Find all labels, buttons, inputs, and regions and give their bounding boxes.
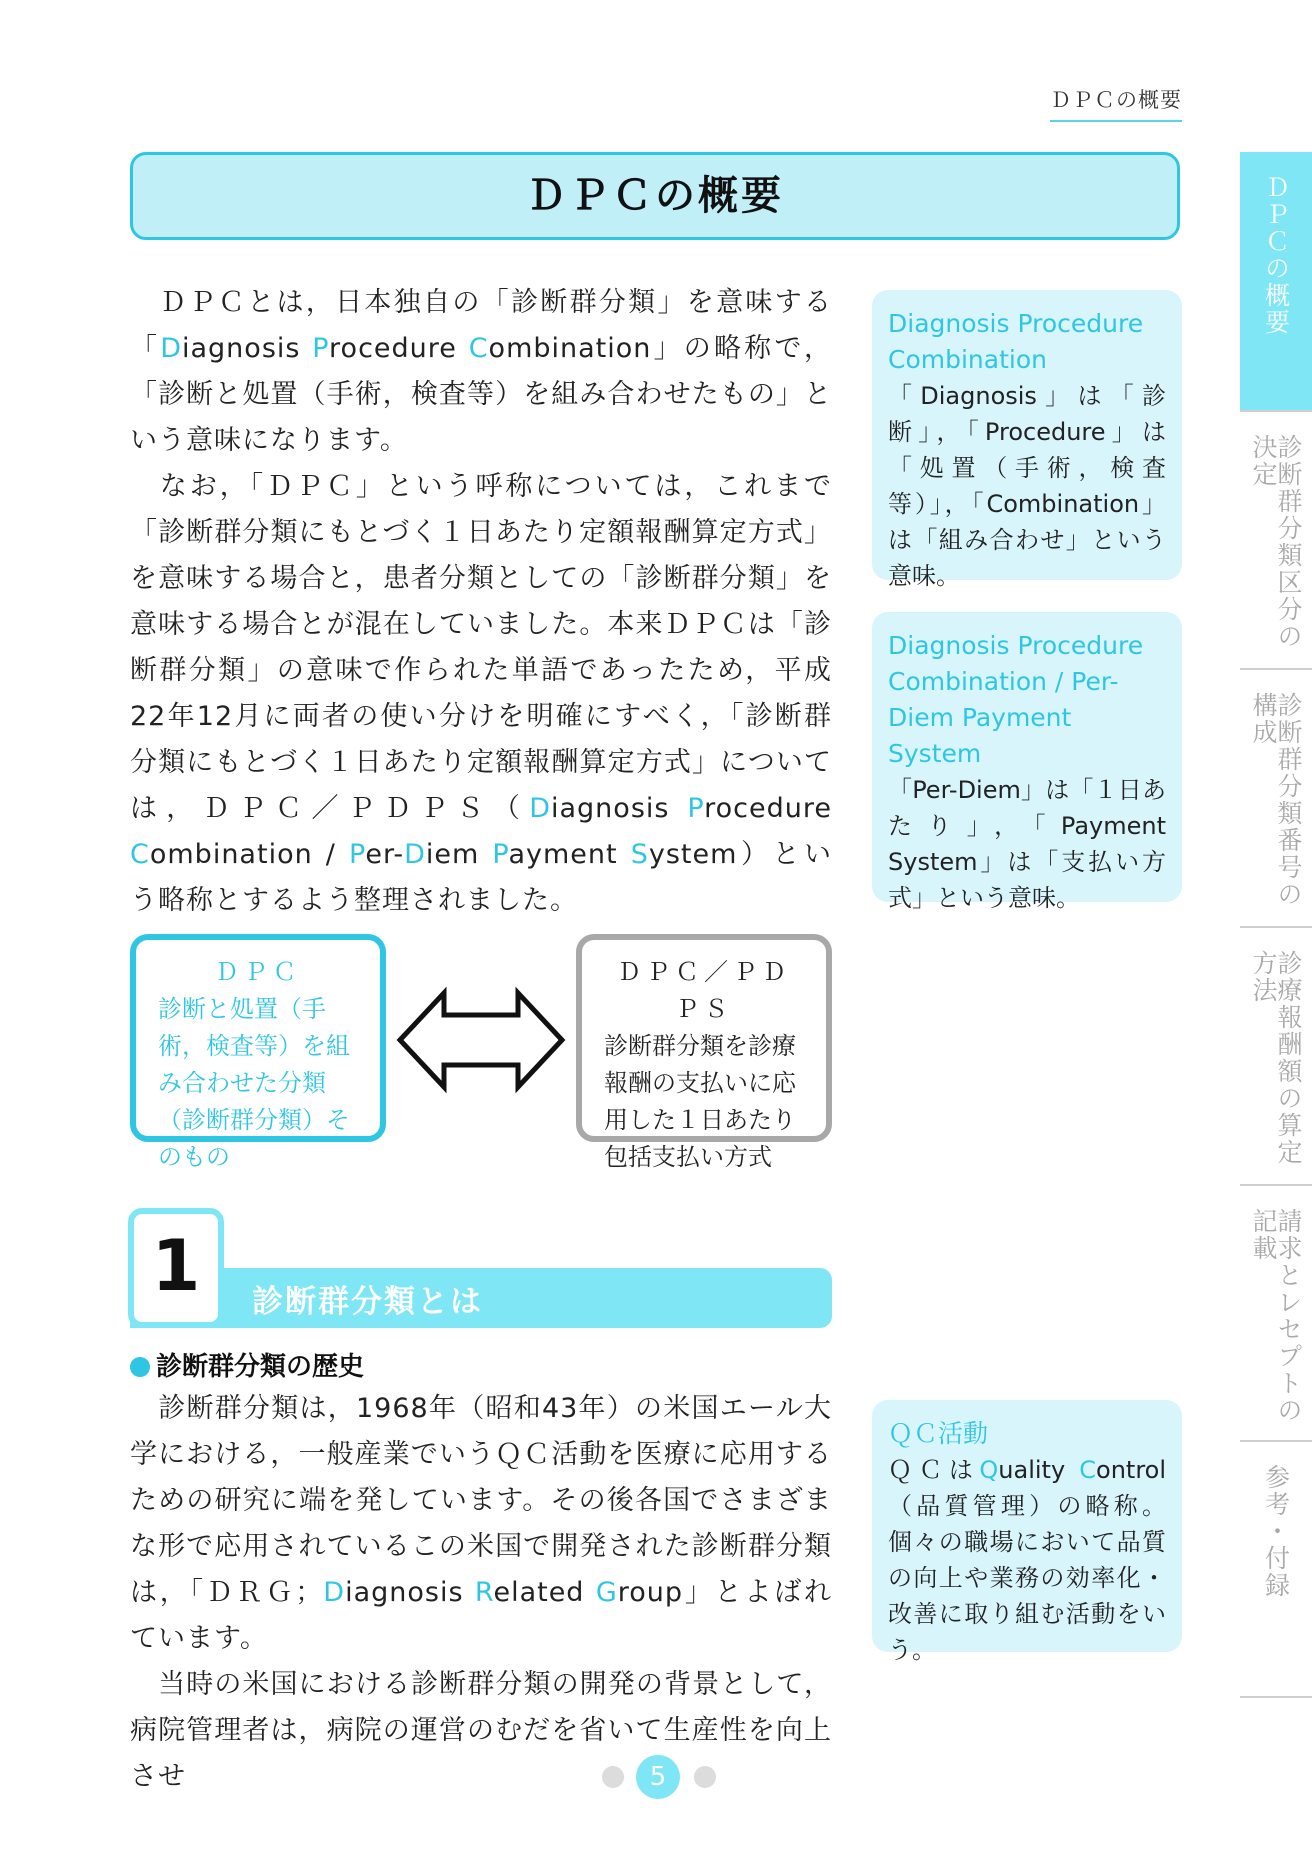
page-dot-next <box>694 1766 716 1788</box>
side-tab-nav <box>1240 152 1312 1698</box>
tab-nav-end-rule <box>1240 1696 1312 1698</box>
tab-dpc-overview[interactable] <box>1240 152 1312 410</box>
tab-classification-decision[interactable] <box>1240 410 1312 668</box>
intro-text <box>130 280 832 924</box>
diagram-box-dpc <box>130 934 386 1171</box>
page-title: ＤＰＣの概要 <box>526 173 784 219</box>
tab-label: 請求とレセプトの記載 <box>1249 1208 1303 1424</box>
tab-label: 診断群分類番号の構成 <box>1249 692 1303 908</box>
tab-classification-code[interactable] <box>1240 668 1312 926</box>
diagram-box-body: 診断群分類を診療報酬の支払いに応用した１日あたり包括支払い方式 <box>604 1032 796 1171</box>
intro-paragraph-2: なお，「ＤＰＣ」という呼称については，これまで「診断群分類にもとづく１日あたり定額報酬算定方式」を意味する場合と，患者分類としての「診断群分類」を意味する場合とが混在していました。本来ＤＰＣは「診断群分類」の意味で作られた単語であったため，平成22年12月に両者の使い分けを明確にすべく，「診断群分類にもとづく１日あたり定額報酬算定方式」については，ＤＰＣ／ＰＤＰＳ（Diagnosis Procedure Combination / Per-Diem Payment System）という略称とするよう整理されました。 <box>130 471 832 916</box>
diagram-box-body: 診断と処置（手術，検査等）を組み合わせた分類（診断群分類）そのもの <box>158 995 350 1171</box>
note-body: 「Per-Diem」は「１日あたり」，「Payment System」は「支払い方式」という意味。 <box>888 776 1166 912</box>
note-body: 「Diagnosis」は「診断」，「Procedure」は「処置（手術，検査等）」，「Combination」は「組み合わせ」という意味。 <box>888 382 1166 590</box>
section-number-box <box>128 1208 224 1328</box>
tab-fee-calculation[interactable] <box>1240 926 1312 1184</box>
note-title: Diagnosis Procedure Combination / Per-Diem Payment System <box>888 631 1144 768</box>
running-header: ＤＰＣの概要 <box>1050 84 1182 122</box>
tab-label: ＤＰＣの概要 <box>1261 174 1291 336</box>
page-number: 5 <box>636 1755 680 1799</box>
note-title: ＱＣ活動 <box>888 1419 989 1448</box>
section-number: 1 <box>151 1225 201 1307</box>
side-note-qc <box>872 1400 1182 1664</box>
tab-billing-receipt[interactable] <box>1240 1184 1312 1440</box>
section-paragraph-2: 当時の米国における診断群分類の開発の背景として，病院管理者は，病院の運営のむだを省いて生産性を向上させ <box>130 1669 832 1792</box>
section-1-text <box>130 1386 832 1800</box>
side-note-dpc-terms <box>872 290 1182 590</box>
page-dot-prev <box>602 1766 624 1788</box>
tab-label: 診療報酬額の算定方法 <box>1249 950 1303 1166</box>
side-note-pdps-terms <box>872 612 1182 912</box>
note-title: Diagnosis Procedure Combination <box>888 309 1144 374</box>
diagram-box-dpc-pdps <box>576 934 832 1171</box>
note-body: ＱＣはQuality Control（品質管理）の略称。個々の職場において品質の向上や業務の効率化・改善に取り組む活動をいう。 <box>888 1456 1167 1664</box>
double-arrow-icon <box>396 985 566 1095</box>
subheading <box>130 1346 364 1383</box>
section-paragraph-1: 診断群分類は，1968年（昭和43年）の米国エール大学における，一般産業でいうＱＣ活動を医療に応用するための研究に端を発しています。その後各国でさまざまな形で応用されているこの米国で開発された診断群分類は，「ＤＲＧ；Diagnosis Related Group」とよばれています。 <box>130 1393 833 1654</box>
intro-paragraph-1: ＤＰＣとは，日本独自の「診断群分類」を意味する「Diagnosis Procedure Combination」の略称で，「診断と処置（手術，検査等）を組み合わせたもの」という意味になります。 <box>130 287 833 456</box>
section-title: 診断群分類とは <box>252 1284 483 1320</box>
tab-appendix[interactable] <box>1240 1440 1312 1696</box>
bullet-icon <box>130 1357 150 1377</box>
tab-label: 診断群分類区分の決定 <box>1249 434 1303 650</box>
subheading-text: 診断群分類の歴史 <box>156 1352 365 1382</box>
page-title-banner <box>130 152 1180 240</box>
diagram-box-title: ＤＰＣ <box>214 958 302 986</box>
diagram-box-title: ＤＰＣ／ＰＤＰＳ <box>617 958 791 1023</box>
tab-label: 参考・付録 <box>1261 1464 1291 1599</box>
